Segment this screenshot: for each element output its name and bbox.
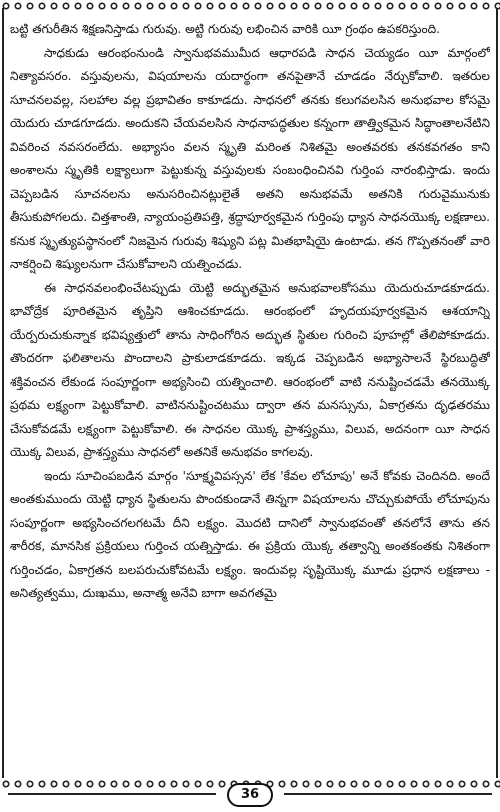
right-frame-line: [496, 8, 498, 780]
page-body: [10, 18, 490, 770]
left-frame-line: [2, 8, 4, 780]
paragraph-self-experience: సాధకుడు ఆరంభంనుండి స్వానుభవముమీద ఆధారపడి సాధన చెయ్యడం యీ మార్గంలో నిత్యావసరం. వస్తువులను, విషయాలను యదార్థంగా తనపైతానే చూడడం నేర్చుకోవాలి. ఇతరుల సూచనలవల్ల, సలహాల వల్ల ప్రభావితం కాకూడదు. సాధనలో తనకు కలుగవలసిన అనుభవాల కోసమై యెదురు చూడగూడదు. అందుకని చేయవలసిన సాధనాపద్ధతుల కన్నంగా తాత్త్వికమైన సిద్ధాంతాలనేటిని వివరించ నవసరంలేదు. అభ్యాసం వలన స్మృతి మరింత నిశితమై అంతవరకు తనకవగతం కాని అంశాలను స్మృతికి లక్ష్యాలుగా పెట్టుకున్న వస్తువులకు సంబంధించినవి గుర్తింప నారంభిస్తాడు. ఇందు చెప్పబడిన సూచనలను అనుసరించినట్లులైతే అతని అనుభవమే అతనికి గురువైమునుకు తీసుకుపోగలదు. చిత్తశాంతి, న్యాయంప్రతిపత్తి, శ్రద్ధాపూర్వకమైన గుర్తింపు ధ్యాన సాధనయొక్క లక్షణాలు. కనుక స్మృత్యుపస్థానంలో నిజమైన గురువు శిష్యుని పట్ల మితభాషియై ఉంటాడు. తన గొప్పతనంతో వారి నాకర్షించి శిష్యులనుగా చేసుకోవాలని యత్నించడు.: [10, 45, 490, 271]
paragraph-continued: బట్టి తగురీతిన శిక్షణనిస్తాడు గురువు. అట్టి గురువు లభించిన వారికి యీ గ్రంథం ఉపకరిస్తుంది.: [10, 22, 440, 36]
page-number: 36: [227, 783, 273, 807]
top-decorative-border: [0, 0, 500, 12]
paragraph-insight-path: ఇందు సూచింపబడిన మార్గం 'సూక్ష్మవిపస్సన' లేక 'కేవల లోచూపు' అనే కోవకు చెందినది. అందే అంతకుముందు యెట్టి ధ్యాన స్థితులను పొందకుండానే తిన్నగా విషయాలను చొచ్చుకుపోయే లోచూపును సంపూర్ణంగా అభ్యసించగలగటమే దీని లక్ష్యం. మొదటి దానిలో స్వానుభవంతో తనలోనే తాను తన శారీరక, మానసిక ప్రక్రియలు గుర్తించ యత్నిస్తాడు. ఈ ప్రక్రియ యొక్క తత్వాన్ని అంతకంతకు నిశితంగా గుర్తించడం, ఏకాగ్రతన బలపరుచుకోవటమే లక్ష్యం. ఇందువల్ల సృష్టియొక్క మూడు ప్రధాన లక్షణాలు - అనిత్యత్వము, దుఃఖము, అనాత్మ అనేవి బాగా అవగతమై: [10, 468, 490, 600]
footer: [0, 782, 500, 808]
paragraph-expectations: ఈ సాధనవలంభించేటప్పుడు యెట్టి అద్భుతమైన అనుభవాలకోసము యెదురుచూడకూడదు. భావోద్రేక పూరితమైన తృప్తిని ఆశించకూడదు. ఆరంభంలో హృదయపూర్వకమైన ఆశయాన్ని యేర్పరుచుకున్నాక భవిష్యత్తులో తాను సాధింగోరిన అద్భుత స్థితుల గురించి పూహల్లో తేలిపోకూడదు. తొందరగా ఫలితాలను పొందాలని ప్రాకులాడకూడదు. ఇక్కడ చెప్పబడిన అభ్యాసాలనే స్థిరబుద్ధితో శక్తివంచన లేకుండ సంపూర్ణంగా అభ్యసించి యత్నించాలి. ఆరంభంలో వాటి ననుష్టించడమే తనయొక్క ప్రథమ లక్ష్యంగా పెట్టుకోవాలి. వాటిననుష్టించటము ద్వారా తన మనస్సును, ఏకాగ్రతను దృఢతరము చేసుకోవడమే లక్ష్యంగా పెట్టుకోవాలి. ఈ సాధనల యొక్క ప్రాశస్త్యము, విలువ, అదనంగా యీ సాధన యొక్క విలువ, ప్రాశస్త్యము సాధనలో అతనికే అనుభవం కాగలవు.: [10, 280, 490, 459]
